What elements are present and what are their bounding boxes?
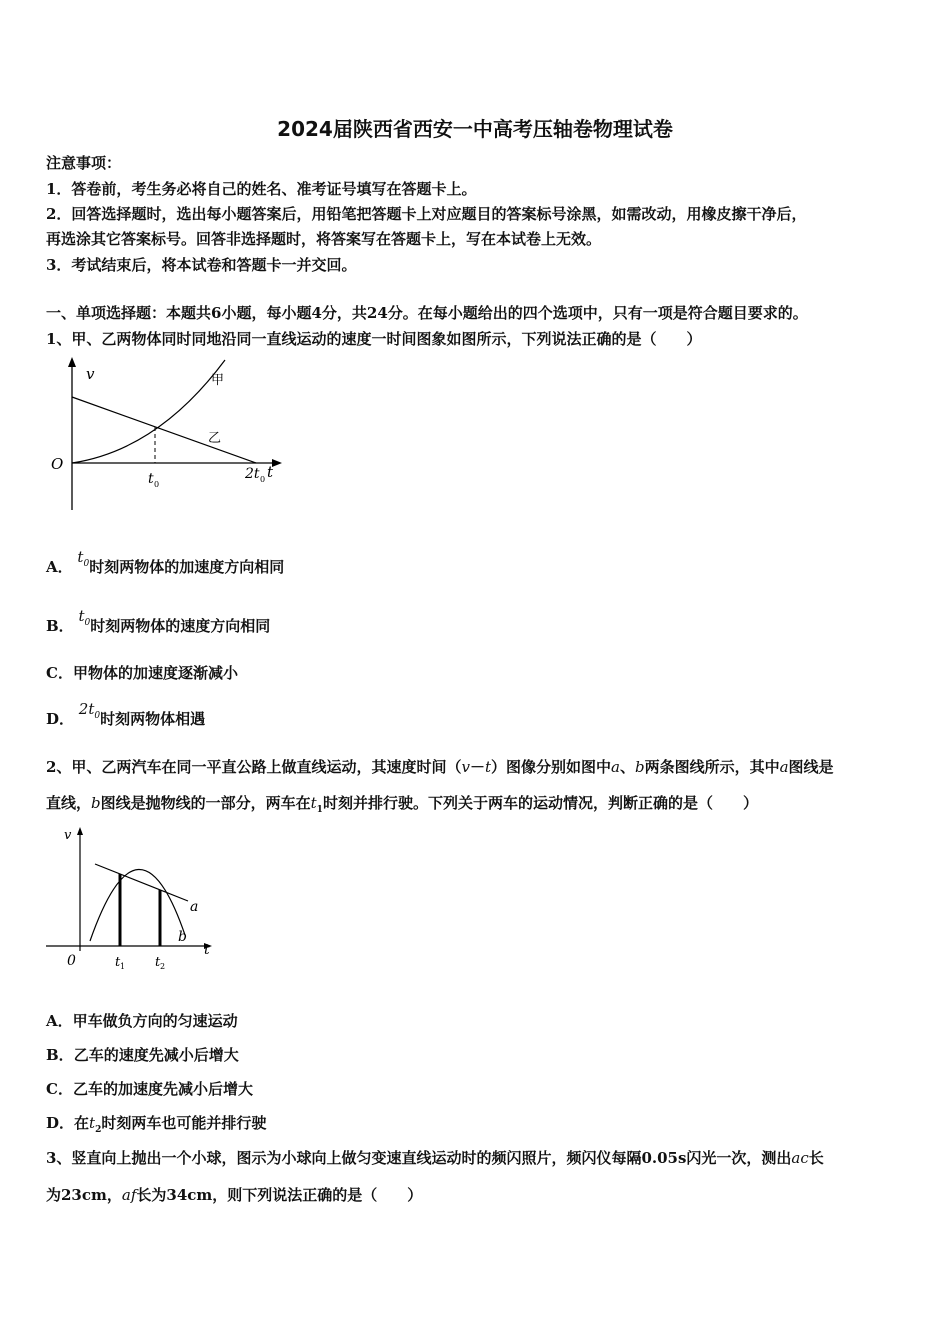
q2-option-c[interactable]: C．乙车的加速度先减小后增大	[46, 1080, 253, 1098]
origin-label: O	[51, 455, 64, 473]
q2-option-a[interactable]: A．甲车做负方向的匀速运动	[46, 1012, 238, 1030]
notice-heading: 注意事项：	[46, 154, 122, 172]
question-3-stem-line2: 为23cm，af长为34cm，则下列说法正确的是（ ）	[46, 1186, 423, 1204]
page-title: 2024届陕西省西安一中高考压轴卷物理试卷	[277, 117, 673, 141]
v-label: v	[86, 365, 95, 383]
a-label: a	[190, 899, 199, 915]
t2-label: t	[155, 955, 161, 970]
q2-option-d[interactable]: D．在$t_2$时刻两车也可能并排行驶	[46, 1114, 267, 1135]
q1-vt-graph	[48, 355, 288, 515]
notice-item: 1．答卷前，考生务必将自己的姓名、准考证号填写在答题卡上。	[46, 180, 477, 198]
question-3-stem-line1: 3、竖直向上抛出一个小球，图示为小球向上做匀变速直线运动时的频闪照片，频闪仪每隔0.05s闪光一次，测出ac长	[46, 1149, 824, 1167]
v-axis-arrow	[68, 357, 76, 367]
b-label: b	[178, 929, 187, 945]
question-2-stem-line1: 2、甲、乙两汽车在同一平直公路上做直线运动，其速度时间（v－t）图像分别如图中a、b两条图线所示，其中a图线是	[46, 758, 834, 776]
q1-option-b[interactable]: B． $t_0$时刻两物体的速度方向相同	[46, 607, 271, 635]
t-label: t	[204, 942, 210, 958]
question-1-stem: 1、甲、乙两物体同时同地沿同一直线运动的速度一时间图象如图所示，下列说法正确的是（ ）	[46, 330, 702, 348]
origin-label: 0	[67, 953, 76, 969]
t1-sub: 1	[120, 962, 126, 971]
jia-label: 甲	[211, 373, 225, 388]
yi-label: 乙	[208, 431, 222, 446]
section-heading: 一、单项选择题：本题共6小题，每小题4分，共24分。在每小题给出的四个选项中，只有一项是符合题目要求的。	[46, 304, 808, 322]
t1-label: t	[115, 955, 121, 970]
t-label: t	[267, 463, 274, 481]
t0-label: t	[148, 471, 154, 487]
v-label: v	[64, 828, 72, 843]
v-axis-arrow	[77, 827, 83, 835]
q1-option-d[interactable]: D． $2t_0$时刻两物体相遇	[46, 700, 206, 728]
question-2-stem-line2: 直线，b图线是抛物线的一部分，两车在$t_1$时刻并排行驶。下列关于两车的运动情况，判断正确的是（ ）	[46, 794, 758, 815]
2t0-sub: 0	[260, 475, 266, 484]
q2-option-b[interactable]: B．乙车的速度先减小后增大	[46, 1046, 239, 1064]
notice-item: 2．回答选择题时，选出每小题答案后，用铅笔把答题卡上对应题目的答案标号涂黑，如需改动，用橡皮擦干净后，	[46, 205, 807, 223]
line-yi	[72, 397, 256, 463]
q1-option-c[interactable]: C．甲物体的加速度逐渐减小	[46, 664, 238, 682]
t0-sub: 0	[154, 480, 160, 489]
curve-jia	[72, 360, 225, 463]
q2-vt-graph	[42, 823, 217, 978]
notice-item: 再选涂其它答案标号。回答非选择题时，将答案写在答题卡上，写在本试卷上无效。	[46, 230, 602, 248]
notice-item: 3．考试结束后，将本试卷和答题卡一并交回。	[46, 256, 357, 274]
curve-b	[90, 869, 185, 941]
t2-sub: 2	[160, 962, 166, 971]
t-axis-arrow	[272, 459, 282, 467]
q1-option-a[interactable]: A． $t_0$时刻两物体的加速度方向相同	[46, 548, 285, 576]
2t0-label: 2t	[245, 466, 260, 482]
